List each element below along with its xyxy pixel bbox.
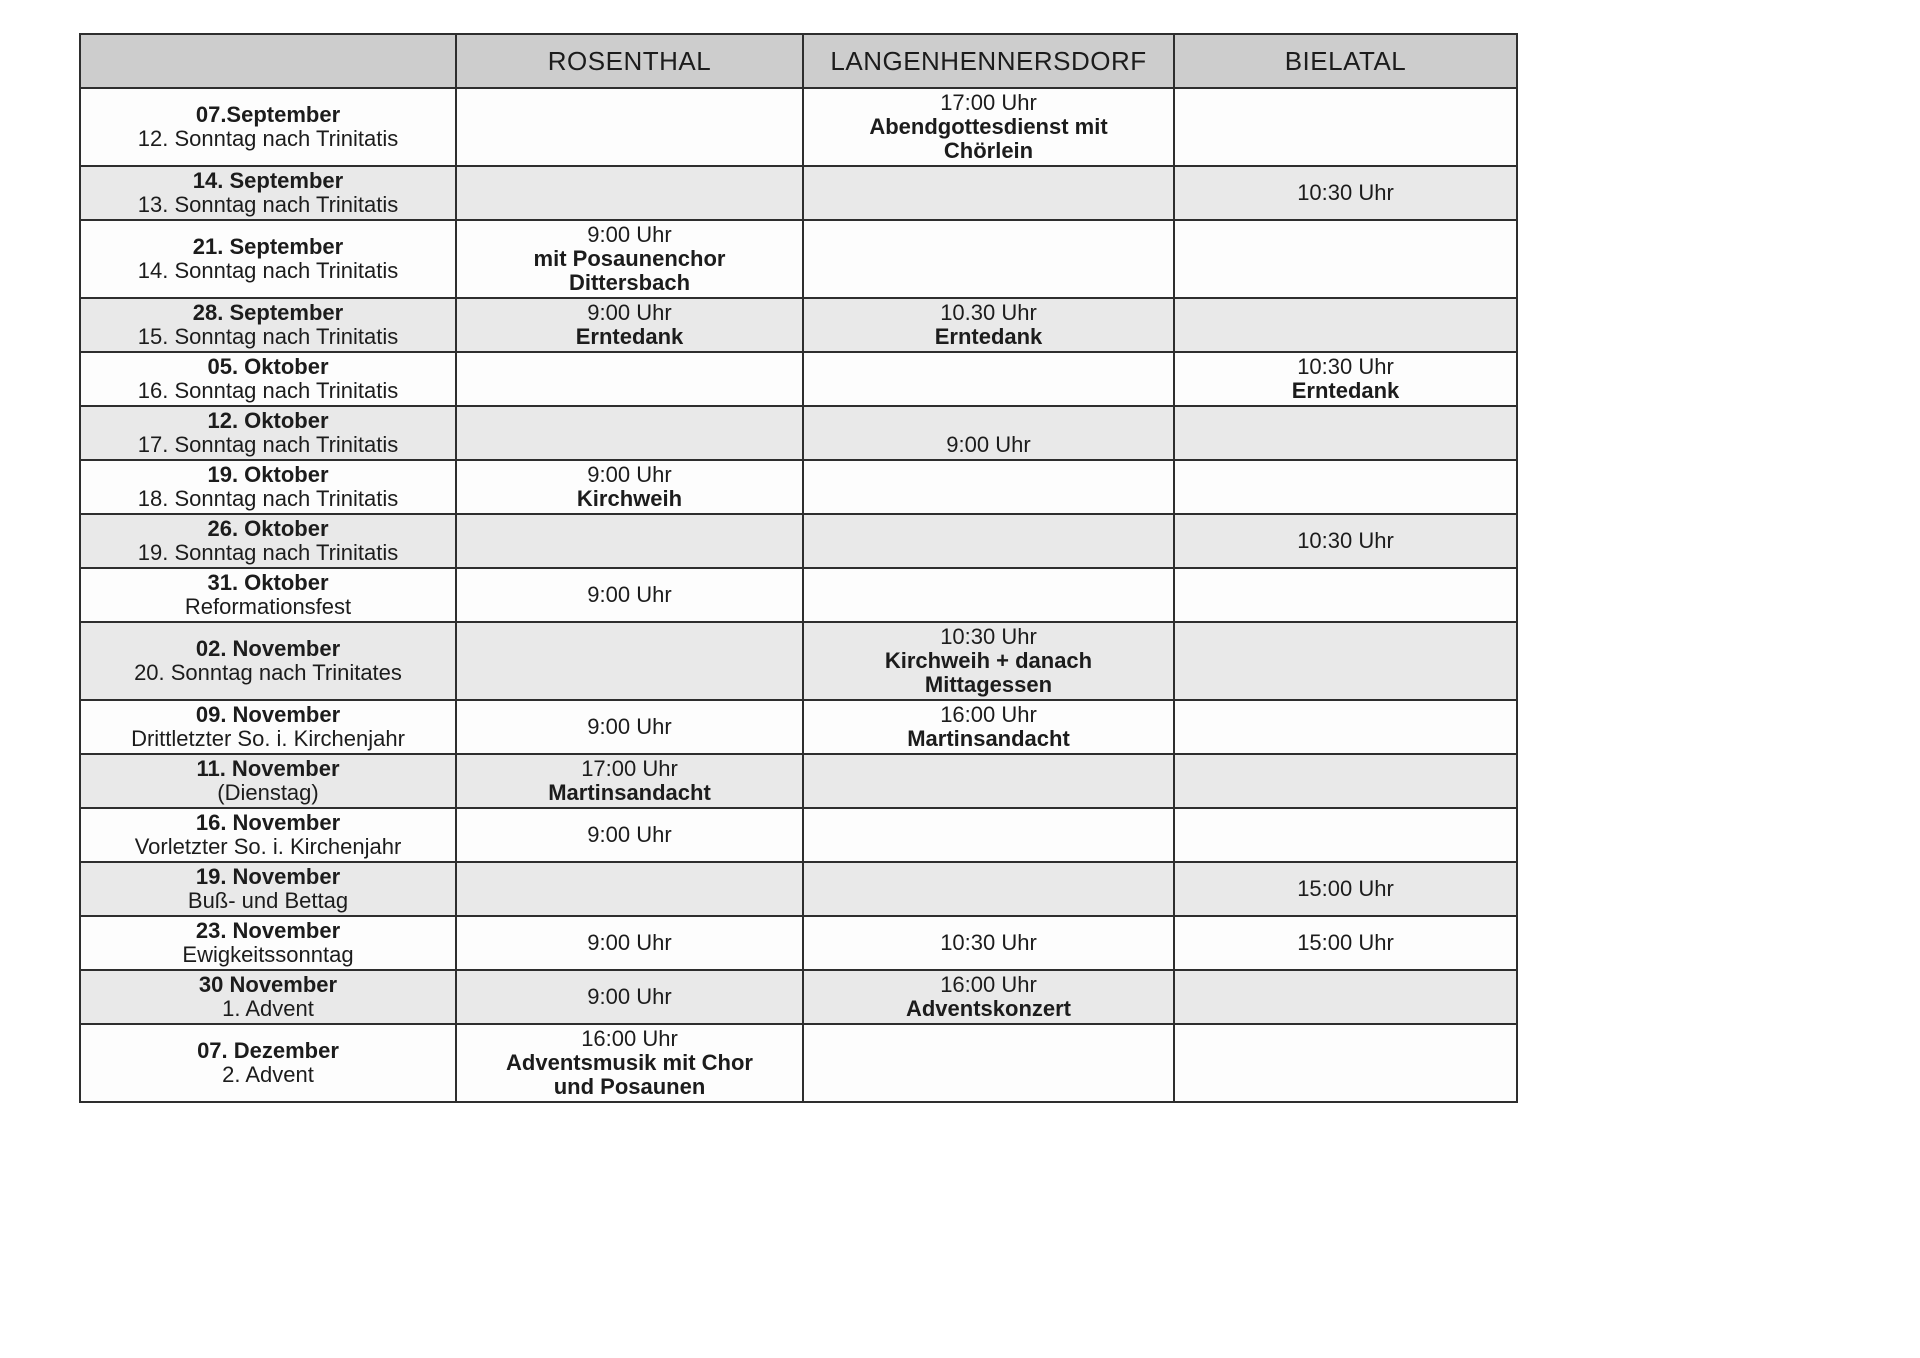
table-row [80, 88, 1517, 166]
date-sublabel: Drittletzter So. i. Kirchenjahr [131, 726, 405, 751]
service-description: Martinsandacht [548, 780, 711, 805]
table-row [80, 754, 1517, 808]
bielatal-cell [1174, 220, 1517, 298]
date-label: 19. Oktober [207, 462, 329, 487]
langenhennersdorf-cell [803, 970, 1174, 1024]
service-time [810, 409, 1167, 433]
date-cell [80, 916, 456, 970]
date-sublabel: Buß- und Bettag [187, 888, 349, 913]
rosenthal-cell [456, 406, 803, 460]
bielatal-cell [1174, 88, 1517, 166]
date-label: 14. September [192, 168, 344, 193]
service-time: 9:00 Uhr [587, 222, 672, 247]
date-label: 28. September [192, 300, 344, 325]
langenhennersdorf-cell [803, 166, 1174, 220]
table-row [80, 916, 1517, 970]
bielatal-cell [1174, 514, 1517, 568]
date-sublabel: Ewigkeitssonntag [182, 942, 354, 967]
table-row [80, 352, 1517, 406]
bielatal-cell [1174, 1024, 1517, 1102]
service-time: 15:00 Uhr [1297, 930, 1394, 955]
date-label: 19. November [195, 864, 341, 889]
table-row [80, 1024, 1517, 1102]
date-label: 21. September [192, 234, 344, 259]
service-time: 9:00 Uhr [587, 984, 672, 1009]
langenhennersdorf-cell [803, 754, 1174, 808]
date-label: 07. Dezember [197, 1038, 339, 1063]
header-row [80, 34, 1517, 88]
service-description: Erntedank [575, 324, 684, 349]
service-description: Mittagessen [924, 672, 1053, 697]
table-row [80, 298, 1517, 352]
date-cell [80, 460, 456, 514]
service-description: und Posaunen [553, 1074, 706, 1099]
langenhennersdorf-cell [803, 1024, 1174, 1102]
date-sublabel: Reformationsfest [184, 594, 352, 619]
service-time: 10:30 Uhr [940, 930, 1037, 955]
langenhennersdorf-cell [803, 916, 1174, 970]
rosenthal-cell [456, 514, 803, 568]
service-time: 9:00 Uhr [587, 714, 672, 739]
rosenthal-cell [456, 700, 803, 754]
table-row [80, 460, 1517, 514]
service-time: 17:00 Uhr [940, 90, 1037, 115]
service-time: 16:00 Uhr [940, 972, 1037, 997]
table-row [80, 970, 1517, 1024]
service-description: Erntedank [1291, 378, 1400, 403]
table-row [80, 622, 1517, 700]
date-label: 12. Oktober [207, 408, 329, 433]
date-label: 23. November [195, 918, 341, 943]
bielatal-cell [1174, 808, 1517, 862]
date-cell [80, 862, 456, 916]
date-sublabel: Vorletzter So. i. Kirchenjahr [134, 834, 402, 859]
bielatal-cell [1174, 754, 1517, 808]
langenhennersdorf-cell [803, 622, 1174, 700]
service-description: Martinsandacht [907, 726, 1070, 751]
bielatal-cell [1174, 352, 1517, 406]
rosenthal-cell [456, 754, 803, 808]
rosenthal-cell [456, 352, 803, 406]
langenhennersdorf-cell [803, 808, 1174, 862]
service-description: mit Posaunenchor [533, 246, 726, 271]
langenhennersdorf-cell [803, 568, 1174, 622]
header-bielatal: BIELATAL [1174, 34, 1517, 88]
service-description: Kirchweih [576, 486, 683, 511]
table-row [80, 166, 1517, 220]
service-time: 9:00 Uhr [587, 930, 672, 955]
langenhennersdorf-cell [803, 460, 1174, 514]
service-description: Erntedank [934, 324, 1043, 349]
service-description: Abendgottesdienst mit [869, 114, 1108, 139]
rosenthal-cell [456, 1024, 803, 1102]
date-label: 02. November [195, 636, 341, 661]
table-row [80, 406, 1517, 460]
date-label: 11. November [196, 756, 340, 781]
table-row [80, 220, 1517, 298]
date-cell [80, 568, 456, 622]
service-time: 9:00 Uhr [587, 300, 672, 325]
date-sublabel: 15. Sonntag nach Trinitatis [137, 324, 399, 349]
rosenthal-cell [456, 568, 803, 622]
date-sublabel: 13. Sonntag nach Trinitatis [137, 192, 399, 217]
rosenthal-cell [456, 220, 803, 298]
bielatal-cell [1174, 916, 1517, 970]
service-time: 10:30 Uhr [1297, 180, 1394, 205]
service-description: Dittersbach [568, 270, 691, 295]
service-time: 10.30 Uhr [940, 300, 1037, 325]
date-cell [80, 808, 456, 862]
date-sublabel: 12. Sonntag nach Trinitatis [137, 126, 399, 151]
service-time: 16:00 Uhr [940, 702, 1037, 727]
header-langenhennersdorf: LANGENHENNERSDORF [803, 34, 1174, 88]
service-description: Chörlein [943, 138, 1034, 163]
date-label: 05. Oktober [207, 354, 329, 379]
bielatal-cell [1174, 460, 1517, 514]
header-rosenthal: ROSENTHAL [456, 34, 803, 88]
bielatal-cell [1174, 700, 1517, 754]
bielatal-cell [1174, 568, 1517, 622]
langenhennersdorf-cell [803, 514, 1174, 568]
bielatal-cell [1174, 166, 1517, 220]
date-cell [80, 298, 456, 352]
rosenthal-cell [456, 862, 803, 916]
table-row [80, 808, 1517, 862]
table-row [80, 700, 1517, 754]
date-cell [80, 166, 456, 220]
date-cell [80, 406, 456, 460]
date-cell [80, 700, 456, 754]
service-time: 10:30 Uhr [940, 624, 1037, 649]
date-cell [80, 970, 456, 1024]
date-cell [80, 352, 456, 406]
rosenthal-cell [456, 622, 803, 700]
rosenthal-cell [456, 166, 803, 220]
date-sublabel: 16. Sonntag nach Trinitatis [137, 378, 399, 403]
bielatal-cell [1174, 862, 1517, 916]
service-time: 9:00 Uhr [587, 822, 672, 847]
rosenthal-cell [456, 916, 803, 970]
date-sublabel: (Dienstag) [217, 780, 319, 805]
date-label: 07.September [195, 102, 341, 127]
date-cell [80, 754, 456, 808]
date-sublabel: 20. Sonntag nach Trinitates [134, 660, 402, 685]
service-time: 9:00 Uhr [946, 432, 1031, 457]
langenhennersdorf-cell [803, 220, 1174, 298]
date-cell [80, 514, 456, 568]
date-label: 09. November [195, 702, 341, 727]
service-time: 10:30 Uhr [1297, 528, 1394, 553]
date-cell [80, 622, 456, 700]
service-time: 9:00 Uhr [587, 462, 672, 487]
date-sublabel: 1. Advent [222, 996, 314, 1021]
date-sublabel: 2. Advent [222, 1062, 314, 1087]
date-sublabel: 14. Sonntag nach Trinitatis [137, 258, 399, 283]
langenhennersdorf-cell [803, 88, 1174, 166]
date-label: 31. Oktober [207, 570, 329, 595]
service-description: Adventskonzert [905, 996, 1072, 1021]
rosenthal-cell [456, 298, 803, 352]
table-row [80, 862, 1517, 916]
date-label: 16. November [195, 810, 341, 835]
date-cell [80, 1024, 456, 1102]
langenhennersdorf-cell [803, 700, 1174, 754]
date-label: 30 November [198, 972, 338, 997]
date-label: 26. Oktober [207, 516, 329, 541]
rosenthal-cell [456, 460, 803, 514]
date-cell [80, 220, 456, 298]
rosenthal-cell [456, 970, 803, 1024]
langenhennersdorf-cell [803, 298, 1174, 352]
bielatal-cell [1174, 298, 1517, 352]
bielatal-cell [1174, 406, 1517, 460]
table-row [80, 568, 1517, 622]
langenhennersdorf-cell [803, 862, 1174, 916]
bielatal-cell [1174, 622, 1517, 700]
service-time: 10:30 Uhr [1297, 354, 1394, 379]
table-row [80, 514, 1517, 568]
langenhennersdorf-cell [803, 352, 1174, 406]
date-sublabel: 17. Sonntag nach Trinitatis [137, 432, 399, 457]
service-time: 16:00 Uhr [581, 1026, 678, 1051]
rosenthal-cell [456, 808, 803, 862]
service-schedule-table [79, 33, 1518, 1103]
service-time: 15:00 Uhr [1297, 876, 1394, 901]
service-time: 9:00 Uhr [587, 582, 672, 607]
date-cell [80, 88, 456, 166]
date-sublabel: 19. Sonntag nach Trinitatis [137, 540, 399, 565]
service-description: Adventsmusik mit Chor [506, 1050, 753, 1075]
rosenthal-cell [456, 88, 803, 166]
langenhennersdorf-cell [803, 406, 1174, 460]
header-date-column [80, 34, 456, 88]
service-time: 17:00 Uhr [581, 756, 678, 781]
service-description: Kirchweih + danach [884, 648, 1093, 673]
date-sublabel: 18. Sonntag nach Trinitatis [137, 486, 399, 511]
bielatal-cell [1174, 970, 1517, 1024]
